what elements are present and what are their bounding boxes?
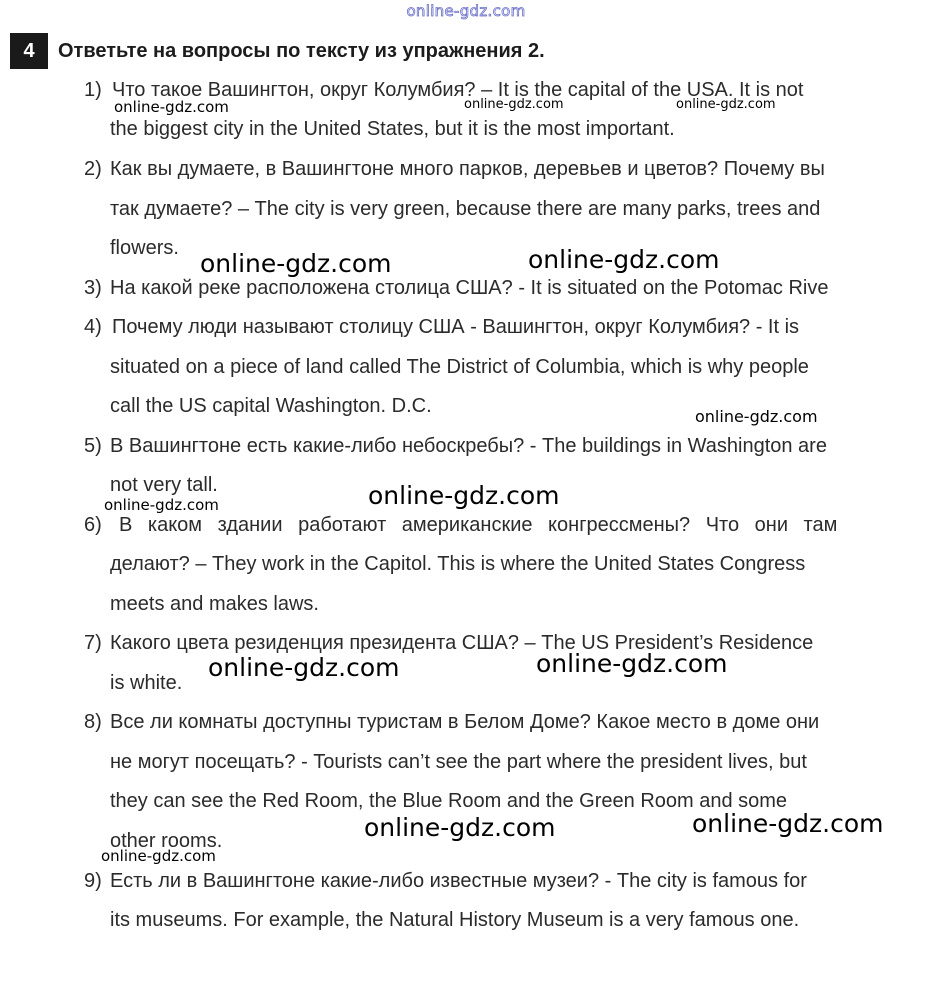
answer-4-line-1: Почему люди называют столицу США - Вашингтон, округ Колумбия? - It is (112, 316, 800, 338)
answer-1-line-1: Что такое Вашингтон, округ Колумбия? – It is the capital of the USA. It is not (112, 79, 804, 101)
header-watermark: online-gdz.com (406, 2, 526, 20)
answer-3-number: 3) (84, 277, 102, 299)
watermark: online-gdz.com (676, 97, 776, 112)
answer-1-line-2: the biggest city in the United States, but it is the most important. (110, 118, 675, 140)
answer-8-number: 8) (84, 711, 102, 733)
answer-4-number: 4) (84, 316, 102, 338)
watermark: online-gdz.com (368, 481, 560, 510)
answer-6-line-3: meets and makes laws. (110, 593, 319, 615)
watermark: online-gdz.com (101, 847, 216, 865)
answer-9-number: 9) (84, 870, 102, 892)
task-title: Ответьте на вопросы по тексту из упражнения 2. (58, 40, 545, 62)
watermark: online-gdz.com (536, 649, 728, 678)
watermark: online-gdz.com (200, 249, 392, 278)
watermark: online-gdz.com (104, 496, 219, 514)
answer-5-number: 5) (84, 435, 102, 457)
answer-2-line-3: flowers. (110, 237, 179, 259)
watermark: online-gdz.com (114, 98, 229, 116)
watermark: online-gdz.com (208, 653, 400, 682)
answer-7-line-2: is white. (110, 672, 183, 694)
answer-8-line-2: не могут посещать? - Tourists can’t see the part where the president lives, but (110, 751, 807, 773)
answer-6-line-2: делают? – They work in the Capitol. This is where the United States Congress (110, 553, 806, 575)
answer-9-line-1: Есть ли в Вашингтоне какие-либо известные музеи? - The city is famous for (110, 870, 807, 892)
answer-6-number: 6) (84, 514, 102, 536)
answer-8-line-3: they can see the Red Room, the Blue Room and the Green Room and some (110, 790, 788, 812)
watermark: online-gdz.com (692, 809, 884, 838)
watermark: online-gdz.com (528, 245, 720, 274)
answer-5-line-1: В Вашингтоне есть какие-либо небоскребы? - The buildings in Washington are (110, 435, 827, 457)
answer-6-line-1: В каком здании работают американские конгрессмены? Что они там (119, 514, 838, 536)
watermark: online-gdz.com (364, 813, 556, 842)
answer-2-line-2: так думаете? – The city is very green, because there are many parks, trees and (110, 198, 821, 220)
watermark: online-gdz.com (464, 97, 564, 112)
answer-7-line-1: Какого цвета резиденция президента США? – The US President’s Residence (110, 632, 814, 654)
answer-4-line-2: situated on a piece of land called The District of Columbia, which is why people (110, 356, 809, 378)
task-number-badge: 4 (10, 33, 48, 69)
answer-4-line-3: call the US capital Washington. D.C. (110, 395, 432, 417)
answer-3-line-1: На какой реке расположена столица США? - It is situated on the Potomac Rive (110, 277, 829, 299)
answer-1-number: 1) (84, 79, 102, 101)
answer-9-line-2: its museums. For example, the Natural History Museum is a very famous one. (110, 909, 800, 931)
answer-7-number: 7) (84, 632, 102, 654)
answer-8-line-1: Все ли комнаты доступны туристам в Белом Доме? Какое место в доме они (110, 711, 820, 733)
watermark: online-gdz.com (695, 407, 818, 426)
answer-2-line-1: Как вы думаете, в Вашингтоне много парков, деревьев и цветов? Почему вы (110, 158, 825, 180)
answer-5-line-2: not very tall. (110, 474, 218, 496)
answer-2-number: 2) (84, 158, 102, 180)
answer-8-line-4: other rooms. (110, 830, 223, 852)
